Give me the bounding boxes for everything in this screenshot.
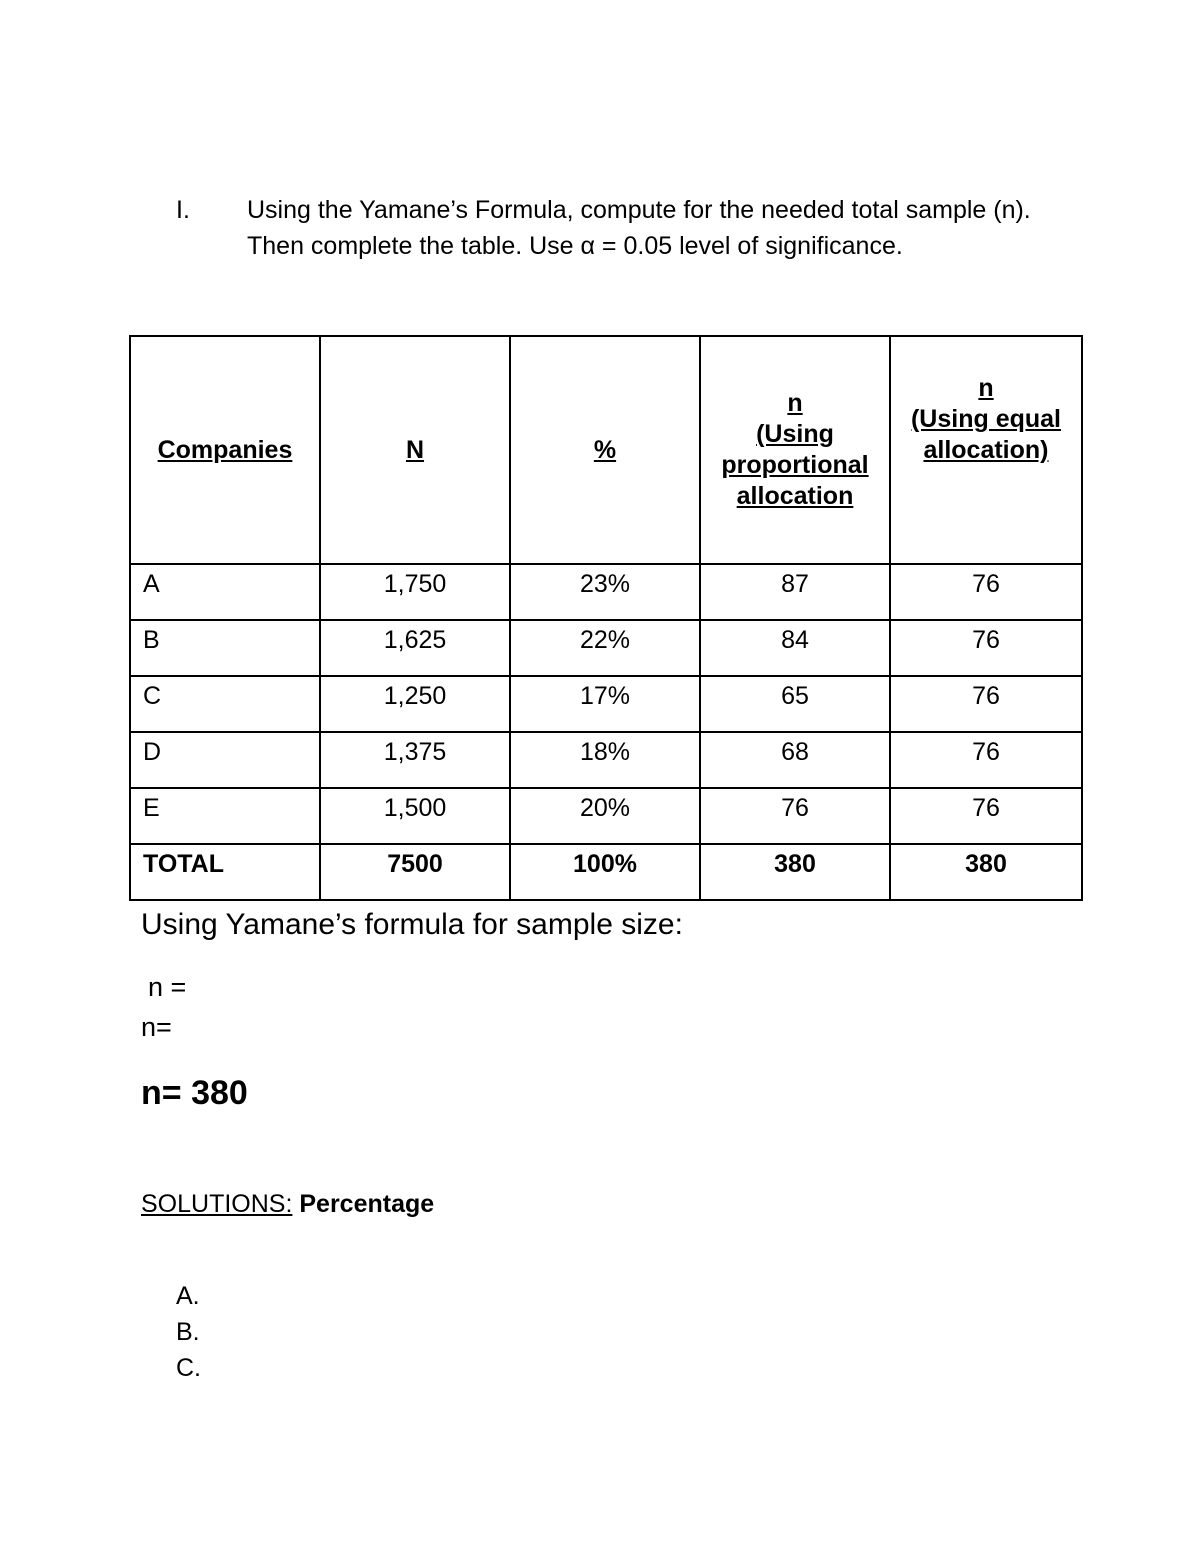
- cell-N: 1,250: [320, 676, 510, 732]
- solutions-heading: [141, 1190, 434, 1219]
- header-proportional-n: n: [787, 389, 803, 417]
- cell-equal: 76: [890, 620, 1082, 676]
- cell-company: C: [130, 676, 320, 732]
- header-equal: [890, 336, 1082, 564]
- cell-total-label: TOTAL: [130, 844, 320, 900]
- cell-proportional: 84: [700, 620, 890, 676]
- solutions-label: SOLUTIONS:: [141, 1190, 293, 1218]
- cell-equal: 76: [890, 676, 1082, 732]
- table-header-row: [130, 336, 1082, 564]
- cell-equal: 76: [890, 732, 1082, 788]
- cell-N: 1,750: [320, 564, 510, 620]
- header-companies: Companies: [130, 336, 320, 564]
- cell-N: 1,625: [320, 620, 510, 676]
- cell-percent: 17%: [510, 676, 700, 732]
- cell-total-proportional: 380: [700, 844, 890, 900]
- cell-percent: 18%: [510, 732, 700, 788]
- cell-percent: 23%: [510, 564, 700, 620]
- cell-proportional: 65: [700, 676, 890, 732]
- cell-total-percent: 100%: [510, 844, 700, 900]
- formula-line-2: n=: [141, 1012, 172, 1042]
- cell-percent: 20%: [510, 788, 700, 844]
- cell-total-equal: 380: [890, 844, 1082, 900]
- table-row: [130, 564, 1082, 620]
- solutions-list: [176, 1278, 201, 1386]
- table-row: [130, 732, 1082, 788]
- header-N: N: [320, 336, 510, 564]
- table-row: [130, 788, 1082, 844]
- table-total-row: [130, 844, 1082, 900]
- header-equal-desc: (Using equal allocation): [910, 405, 1061, 464]
- cell-company: E: [130, 788, 320, 844]
- question-number: I.: [176, 196, 190, 224]
- list-item: A.: [176, 1282, 200, 1310]
- cell-proportional: 68: [700, 732, 890, 788]
- formula-line-1: n =: [148, 972, 187, 1002]
- cell-total-N: 7500: [320, 844, 510, 900]
- header-equal-n: n: [978, 374, 994, 402]
- question-text: Using the Yamane’s Formula, compute for the needed total sample (n). Then complete the table. Use α = 0.05 level of significance.: [247, 196, 1031, 260]
- header-proportional: [700, 336, 890, 564]
- cell-equal: 76: [890, 564, 1082, 620]
- list-item: B.: [176, 1318, 200, 1346]
- table-row: [130, 620, 1082, 676]
- cell-N: 1,375: [320, 732, 510, 788]
- cell-company: D: [130, 732, 320, 788]
- table-row: [130, 676, 1082, 732]
- allocation-table: [129, 335, 1083, 901]
- solutions-title: Percentage: [299, 1190, 435, 1218]
- cell-equal: 76: [890, 788, 1082, 844]
- header-proportional-desc: (Using proportional allocation: [721, 420, 869, 510]
- cell-proportional: 87: [700, 564, 890, 620]
- cell-company: B: [130, 620, 320, 676]
- formula-heading: Using Yamane’s formula for sample size:: [141, 908, 683, 941]
- cell-proportional: 76: [700, 788, 890, 844]
- formula-result: n= 380: [141, 1074, 248, 1112]
- header-percent: %: [510, 336, 700, 564]
- cell-N: 1,500: [320, 788, 510, 844]
- cell-company: A: [130, 564, 320, 620]
- cell-percent: 22%: [510, 620, 700, 676]
- list-item: C.: [176, 1354, 201, 1382]
